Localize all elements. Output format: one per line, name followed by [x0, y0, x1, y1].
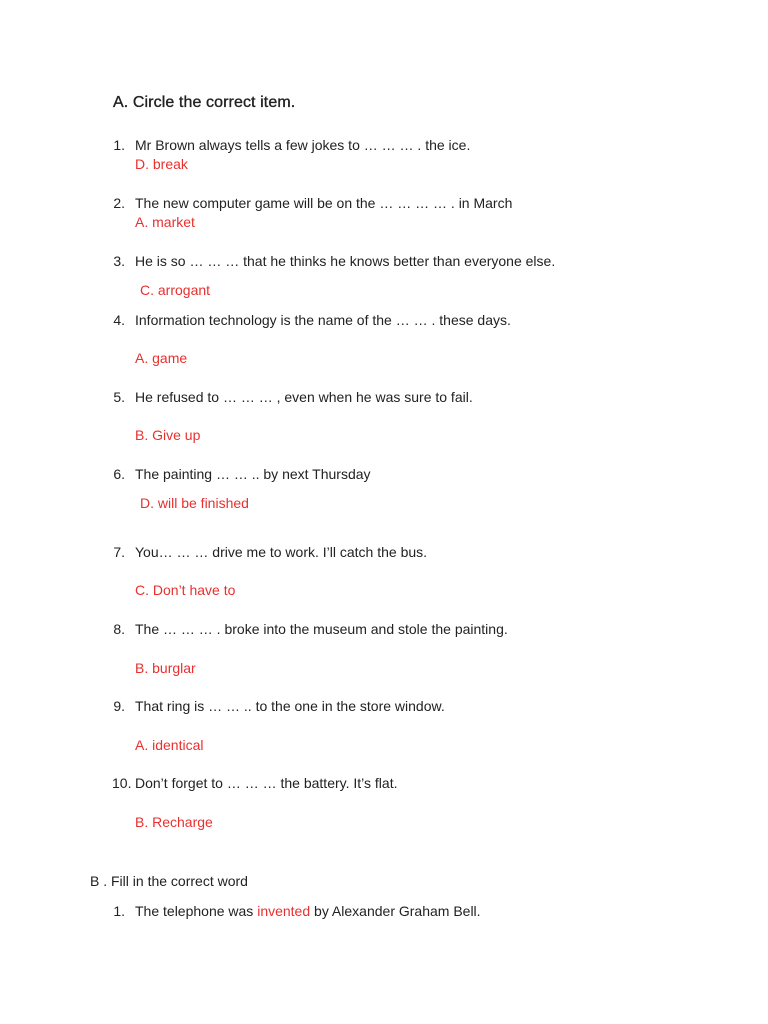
question-number: 6.: [113, 466, 125, 482]
question-number: 2.: [113, 195, 125, 211]
question-text: The … … … . broke into the museum and stole the painting.: [135, 621, 508, 637]
sentence-after: by Alexander Graham Bell.: [310, 903, 481, 919]
question-answer: C. arrogant: [140, 282, 211, 298]
section-b-heading: B . Fill in the correct word: [90, 873, 248, 889]
question-text: Mr Brown always tells a few jokes to … … … . the ice.: [135, 137, 471, 153]
question-answer: A. market: [135, 214, 195, 230]
question-number: 4.: [113, 312, 125, 328]
question-text: The new computer game will be on the … … … … . in March: [135, 195, 513, 211]
question-answer: B. Give up: [135, 427, 201, 443]
question-answer: C. Don’t have to: [135, 582, 236, 598]
question-text: You… … … drive me to work. I’ll catch the bus.: [135, 544, 428, 560]
question-number: 9.: [113, 698, 125, 714]
question-text: He is so … … … that he thinks he knows better than everyone else.: [135, 253, 556, 269]
question-number: 7.: [113, 544, 125, 560]
question-number: 1.: [113, 903, 125, 919]
question-answer: D. will be finished: [140, 495, 249, 511]
question-number: 3.: [113, 253, 125, 269]
question-answer: A. game: [135, 350, 188, 366]
question-text: The painting … … .. by next Thursday: [135, 466, 371, 482]
sentence-before: The telephone was: [135, 903, 258, 919]
question-text: He refused to … … … , even when he was sure to fail.: [135, 389, 473, 405]
question-answer: B. Recharge: [135, 814, 213, 830]
question-answer: B. burglar: [135, 660, 196, 676]
question-text: Don’t forget to … … … the battery. It’s flat.: [135, 775, 398, 791]
question-number: 8.: [113, 621, 125, 637]
question-text: Information technology is the name of the … … . these days.: [135, 312, 511, 328]
question-number: 10.: [112, 775, 132, 791]
question-number: 5.: [113, 389, 125, 405]
question-text: That ring is … … .. to the one in the store window.: [135, 698, 445, 714]
question-number: 1.: [113, 137, 125, 153]
fill-in-sentence: [135, 902, 481, 920]
question-answer: D. break: [135, 156, 188, 172]
question-answer: A. identical: [135, 737, 204, 753]
fill-in-answer: invented: [257, 903, 311, 919]
section-a-heading: A. Circle the correct item.: [113, 94, 296, 111]
